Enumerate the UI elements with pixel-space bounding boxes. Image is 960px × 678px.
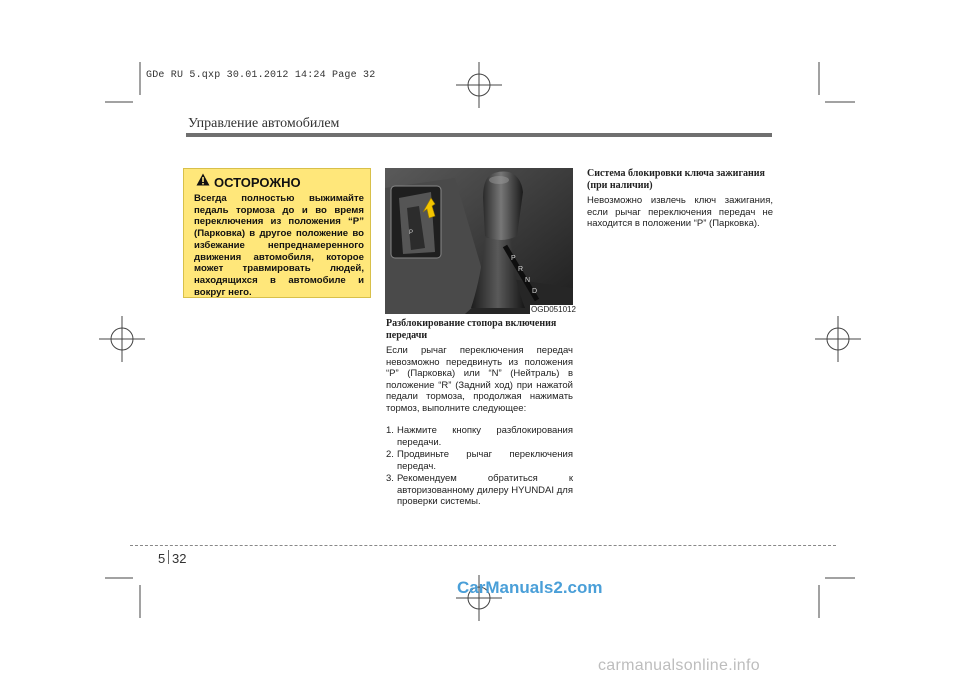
middle-intro: Если рычаг переключения передач невозможно передвинуть из положения “P” (Парковка) или “N” (Нейтраль) в положение “R” (Задний ход) при нажатой педали тормоза, продолжая нажимать тормоз, выполните следующее: bbox=[386, 345, 573, 414]
gear-label-n: N bbox=[525, 277, 531, 284]
steps-list bbox=[386, 425, 573, 508]
section-number: 5 bbox=[158, 551, 166, 566]
right-heading: Система блокировки ключа зажигания (при наличии) bbox=[587, 168, 765, 191]
list-text: Рекомендуем обратиться к авторизованному дилеру HYUNDAI для проверки системы. bbox=[397, 473, 573, 507]
warning-title: ОСТОРОЖНО bbox=[214, 174, 301, 190]
header-rule bbox=[186, 133, 772, 137]
list-number: 2. bbox=[386, 449, 394, 460]
gear-label-p: P bbox=[511, 255, 516, 262]
watermark-carmanuals2[interactable]: CarManuals2.com bbox=[457, 578, 603, 597]
print-slug: GDe RU 5.qxp 30.01.2012 14:24 Page 32 bbox=[146, 70, 376, 81]
inset-gear-label-p: P bbox=[409, 230, 414, 236]
warning-text: Всегда полностью выжимайте педаль тормоза до и во время переключения из положения “P” (Парковка) в другое положение во избежание непреднамеренного движения автомобиля, которое может травмировать людей, находящихся в автомобиле и вокруг него. bbox=[194, 193, 364, 298]
section-title: Управление автомобилем bbox=[188, 116, 340, 131]
list-item bbox=[386, 473, 573, 508]
warning-header bbox=[196, 173, 301, 191]
page-separator bbox=[168, 550, 169, 564]
list-item bbox=[386, 425, 573, 448]
list-text: Нажмите кнопку разблокирования передачи. bbox=[397, 425, 573, 448]
page-number: 32 bbox=[172, 551, 187, 566]
gear-shifter-photo bbox=[385, 168, 573, 314]
watermark-carmanualsonline[interactable]: carmanualsonline.info bbox=[598, 657, 760, 674]
warning-box bbox=[183, 168, 371, 298]
list-number: 1. bbox=[386, 425, 394, 436]
gear-label-d: D bbox=[532, 288, 538, 295]
middle-column bbox=[386, 318, 573, 508]
list-text: Продвиньте рычаг переключения передач. bbox=[397, 449, 573, 472]
right-column bbox=[587, 168, 773, 230]
middle-heading: Разблокирование стопора включения передачи bbox=[386, 318, 557, 341]
list-item bbox=[386, 449, 573, 472]
warning-triangle-icon bbox=[196, 173, 210, 191]
gear-label-r: R bbox=[518, 266, 524, 273]
footer-rule bbox=[130, 545, 836, 546]
list-number: 3. bbox=[386, 473, 394, 484]
right-text: Невозможно извлечь ключ зажигания, если рычаг переключения передач не находится в положении “P” (Парковка). bbox=[587, 195, 773, 229]
figure-code: OGD051012 bbox=[531, 305, 576, 314]
